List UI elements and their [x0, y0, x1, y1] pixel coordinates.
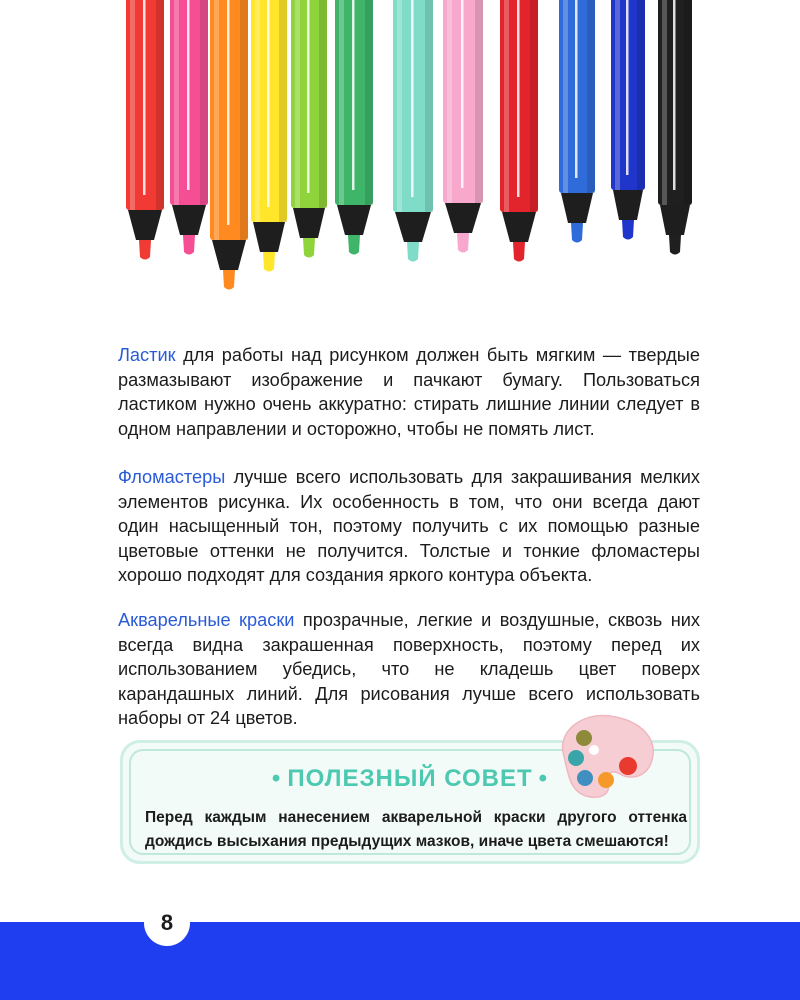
tip-title-text: ПОЛЕЗНЫЙ СОВЕТ [287, 765, 533, 792]
marker [658, 0, 692, 255]
marker [170, 0, 208, 255]
term-eraser: Ластик [118, 345, 176, 365]
bullet-icon: • [538, 765, 549, 792]
paint-palette-icon [548, 710, 660, 802]
marker [126, 0, 164, 260]
bullet-icon: • [271, 765, 282, 792]
paragraph-eraser [118, 343, 700, 441]
marker [291, 0, 327, 258]
paint-dot [577, 770, 593, 786]
footer-bar [0, 922, 800, 1000]
marker [611, 0, 645, 240]
paint-dot [619, 757, 637, 775]
paint-dot [576, 730, 592, 746]
marker [251, 0, 287, 272]
marker [335, 0, 373, 255]
markers-illustration [0, 0, 800, 310]
marker [559, 0, 595, 243]
page-number: 8 [144, 900, 190, 946]
term-markers: Фломастеры [118, 467, 226, 487]
marker [443, 0, 483, 253]
paragraph-markers [118, 465, 700, 588]
paint-dot [598, 772, 614, 788]
marker [210, 0, 248, 290]
paragraph-watercolor-text: прозрачные, легкие и воздушные, сквозь них всегда видна закрашенная поверхность, поэтому перед их использованием убедись, что не кладешь цвет поверх карандашных линий. Для рисования лучше всего использовать наборы от 24 цветов. [118, 610, 700, 728]
marker [500, 0, 538, 262]
marker [393, 0, 433, 262]
tip-text: Перед каждым нанесением акварельной краски другого оттенка дождись высыхания предыдущих мазков, иначе цвета смешаются! [145, 809, 687, 850]
paint-dot [568, 750, 584, 766]
paragraph-eraser-text: для работы над рисунком должен быть мягким — твердые размазывают изображение и пачкают бумагу. Пользоваться ластиком нужно очень аккуратно: стирать лишние линии следует в одном направлении и осторожно, чтобы не помять лист. [118, 345, 700, 439]
term-watercolor: Акварельные краски [118, 610, 295, 630]
paragraph-markers-text: лучше всего использовать для закрашивания мелких элементов рисунка. Их особенность в том, что они всегда дают один насыщенный тон, поэтому получить с их помощью разные цветовые оттенки не получится. Толстые и тонкие фломастеры хорошо подходят для создания яркого контура объекта. [118, 467, 700, 585]
